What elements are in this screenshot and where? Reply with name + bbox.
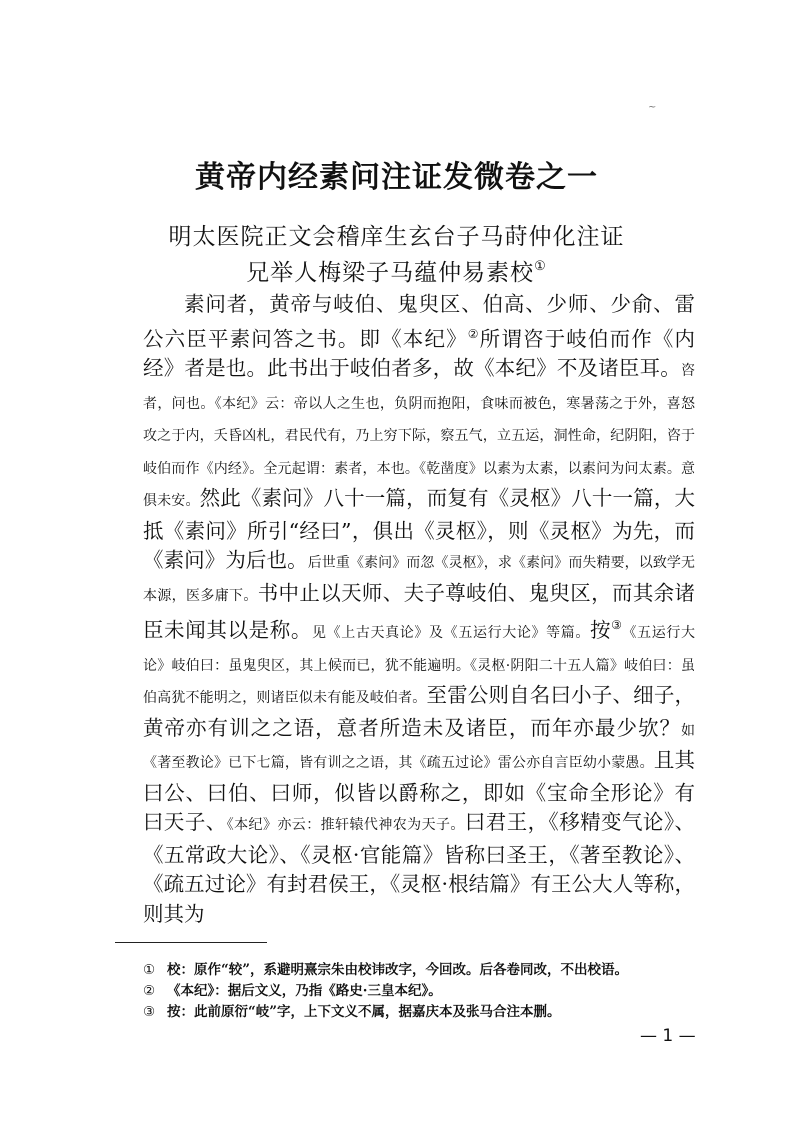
footnote-ref-1[interactable]: ①	[534, 259, 547, 274]
footnote-divider	[115, 942, 267, 943]
footnote-text: 《本纪》：据后文义，乃指《路史·三皇本纪》。	[167, 983, 442, 999]
page-number: — 1 —	[640, 1026, 696, 1046]
text-run: 然此《素问》八十一篇，而复有《灵枢》八十一篇，大抵《素问》所引“经曰”，俱出《灵枢》，则《灵枢》为先，而《素问》为后也。	[143, 486, 695, 572]
text-run: 按	[589, 618, 612, 642]
commentary-note: 《本纪》亦云：推轩辕代神农为天子。	[226, 817, 465, 833]
subtitle-proofreader	[0, 254, 793, 287]
footnote-item	[143, 1002, 743, 1023]
commentary-note: 咨者，问也。《本纪》云：帝以人之生也，负阴而抱阳，食味而被色，寒暑荡之于外，喜怒攻之于内，夭昏凶札，君民代有，乃上穷下际，察五气，立五运，洞性命，纪阴阳，咨于岐伯而作《内经》。全元起谓：素者，本也。《乾凿度》以素为太素，以素问为问太素。意俱未安。	[143, 363, 695, 509]
subtitle-proofreader-text: 兄举人梅梁子马蕴仲易素校	[246, 260, 535, 286]
footnote-text: 校：原作“较”，系避明熹宗朱由校讳改字，今回改。后各卷同改，不出校语。	[167, 962, 629, 978]
subtitle-annotator: 明太医院正文会稽庠生玄台子马莳仲化注证	[168, 224, 625, 250]
commentary-note: 后世重《素问》而忽《灵枢》，求《素问》而失精要，以致学无本源，医多庸下。	[143, 555, 696, 604]
paragraph	[143, 290, 695, 929]
footnote-text: 按：此前原衍“岐”字，上下文义不属，据嘉庆本及张马合注本删。	[167, 1004, 561, 1020]
text-run: 至雷公则自名曰小子、细子，黄帝亦有训之之语，意者所造未及诸臣，而年亦最少欤？	[143, 683, 695, 740]
commentary-note: 见《上古天真论》及《五运行大论》等篇。	[312, 625, 590, 641]
text-run: 曰君王，《移精变气论》、《五常政大论》、《灵枢·官能篇》皆称曰圣王，《著至教论》、《疏五过论》有封君侯王，《灵枢·根结篇》有王公大人等称，则其为	[143, 810, 695, 926]
footnote-mark: ③	[143, 1004, 156, 1020]
footnotes	[143, 960, 743, 1023]
text-run: 书中止以天师、夫子尊岐伯、鬼臾区，而其余诸臣未闻其以是称。	[143, 580, 696, 642]
commentary-note: 《五运行大论》岐伯曰：虽鬼臾区，其上候而已，犹不能遍明。《灵枢·阴阳二十五人篇》岐伯曰：虽伯高犹不能明之，则诸臣似未有能及岐伯者。	[143, 625, 696, 706]
page-title: 黄帝内经素问注证发微卷之一	[195, 160, 598, 195]
footnote-ref-2[interactable]: ②	[467, 326, 480, 341]
text-run: 素问者，黄帝与岐伯、鬼臾区、伯高、少师、少俞、雷公六臣平素问答之书。即《本纪》	[143, 292, 695, 351]
text-run: 且其曰公、曰伯、曰师，似皆以爵称之，即如《宝命全形论》有曰天子、	[143, 748, 696, 834]
footnote-item	[143, 981, 743, 1002]
commentary-note: 如《著至教论》已下七篇，皆有训之之语，其《疏五过论》雷公亦自言臣幼小蒙愚。	[143, 722, 695, 771]
footnote-mark: ①	[143, 962, 156, 978]
corner-mark: ~	[648, 102, 657, 113]
text-run: 所谓咨于岐伯而作《内经》者是也。此书出于岐伯者多，故《本纪》不及诸臣耳。	[143, 326, 696, 380]
footnote-mark: ②	[143, 983, 156, 999]
main-text	[143, 290, 695, 929]
footnote-ref-3[interactable]: ③	[611, 618, 623, 632]
footnote-item	[143, 960, 743, 981]
